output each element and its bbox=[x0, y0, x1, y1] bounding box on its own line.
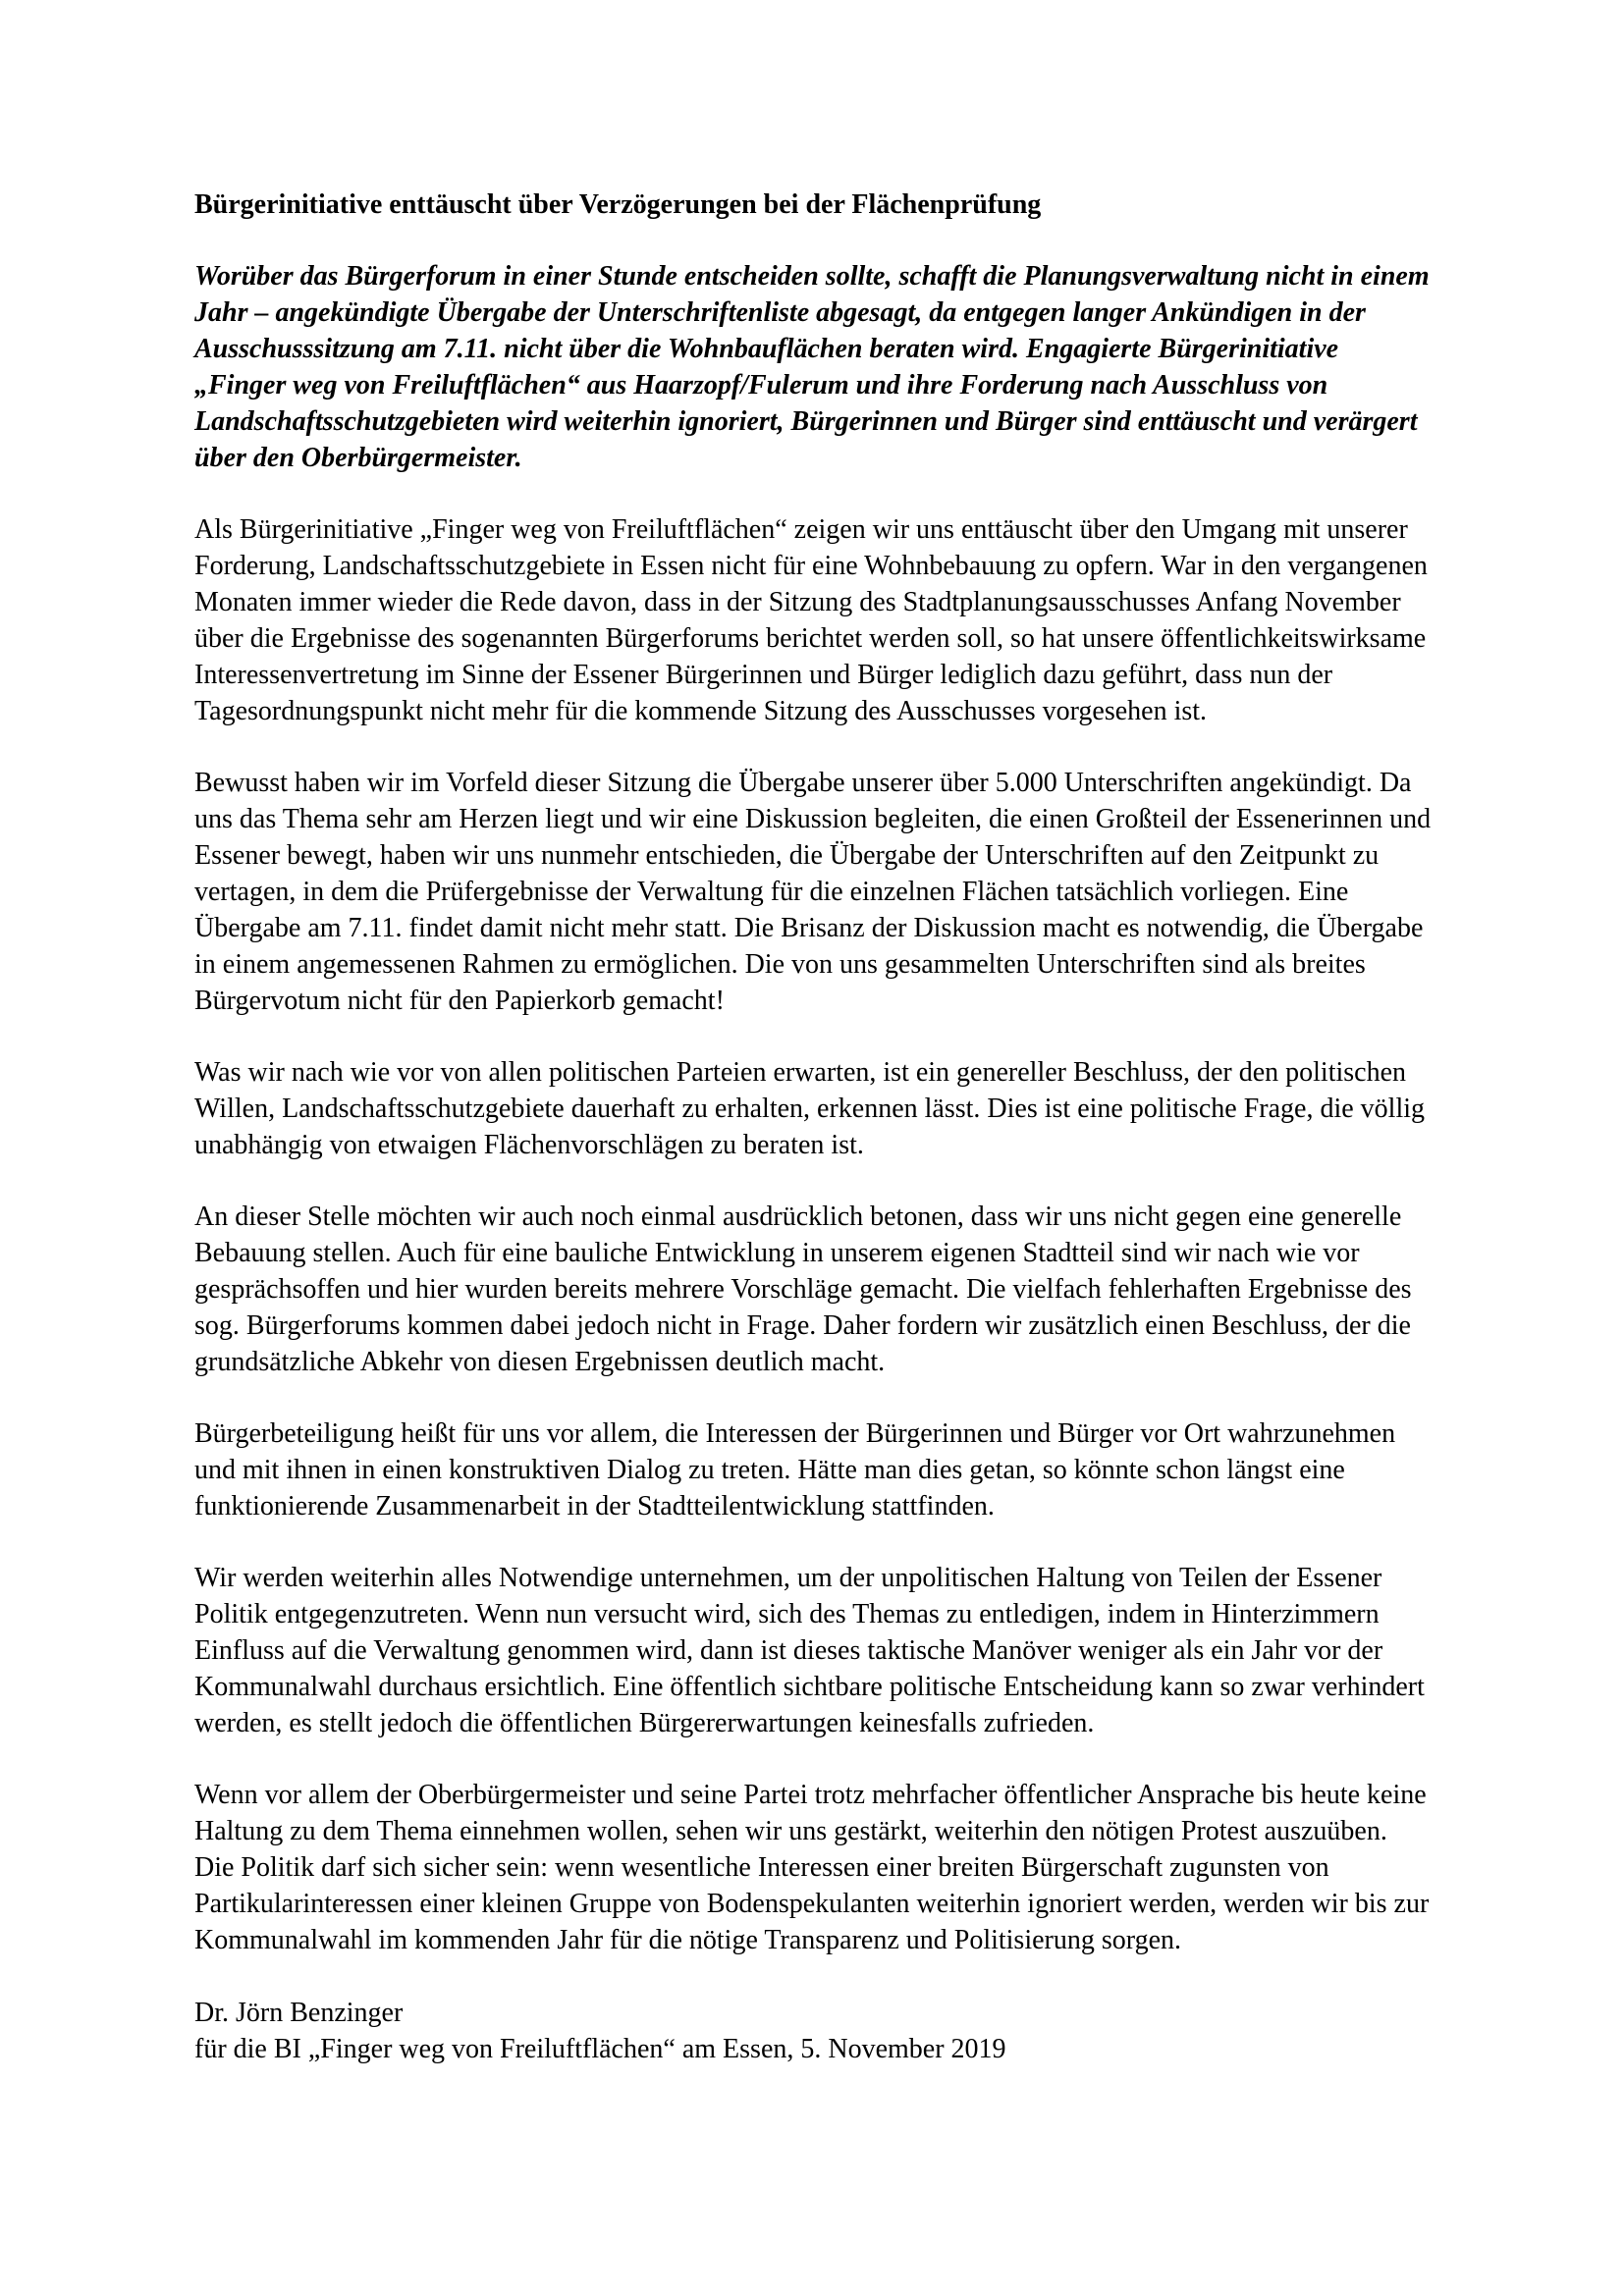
body-paragraph-1: Als Bürgerinitiative „Finger weg von Freiluftflächen“ zeigen wir uns enttäuscht über den Umgang mit unserer Forderung, Landschaftsschutzgebiete in Essen nicht für eine Wohnbebauung zu opfern. War in den vergangenen Monaten immer wieder die Rede davon, dass in der Sitzung des Stadtplanungsausschusses Anfang November über die Ergebnisse des sogenannten Bürgerforums berichtet werden soll, so hat unsere öffentlichkeitswirksame Interessenvertretung im Sinne der Essener Bürgerinnen und Bürger lediglich dazu geführt, dass nun der Tagesordnungspunkt nicht mehr für die kommende Sitzung des Ausschusses vorgesehen ist. bbox=[194, 514, 1428, 726]
signature-block bbox=[194, 1995, 1432, 2067]
body-paragraph-6: Wir werden weiterhin alles Notwendige unternehmen, um der unpolitischen Haltung von Teilen der Essener Politik entgegenzutreten. Wenn nun versucht wird, sich des Themas zu entledigen, indem in Hinterzimmern Einfluss auf die Verwaltung genommen wird, dann ist dieses taktische Manöver weniger als ein Jahr vor der Kommunalwahl durchaus ersichtlich. Eine öffentlich sichtbare politische Entscheidung kann so zwar verhindert werden, es stellt jedoch die öffentlichen Bürgererwartungen keinesfalls zufrieden. bbox=[194, 1563, 1425, 1738]
body-paragraph-7: Wenn vor allem der Oberbürgermeister und seine Partei trotz mehrfacher öffentlicher Ansprache bis heute keine Haltung zu dem Thema einnehmen wollen, sehen wir uns gestärkt, weiterhin den nötigen Protest auszuüben. Die Politik darf sich sicher sein: wenn wesentliche Interessen einer breiten Bürgerschaft zugunsten von Partikularinteressen einer kleinen Gruppe von Bodenspekulanten weiterhin ignoriert werden, werden wir bis zur Kommunalwahl im kommenden Jahr für die nötige Transparenz und Politisierung sorgen. bbox=[194, 1780, 1430, 1955]
body-paragraph-4: An dieser Stelle möchten wir auch noch einmal ausdrücklich betonen, dass wir uns nicht gegen eine generelle Bebauung stellen. Auch für eine bauliche Entwicklung in unserem eigenen Stadtteil sind wir nach wie vor gesprächsoffen und hier wurden bereits mehrere Vorschläge gemacht. Die vielfach fehlerhaften Ergebnisse des sog. Bürgerforums kommen dabei jedoch nicht in Frage. Daher fordern wir zusätzlich einen Beschluss, der die grundsätzliche Abkehr von diesen Ergebnissen deutlich macht. bbox=[194, 1201, 1412, 1377]
signature-name: Dr. Jörn Benzinger bbox=[194, 1998, 404, 2028]
document-title: Bürgerinitiative enttäuscht über Verzögerungen bei der Flächenprüfung bbox=[194, 189, 1042, 220]
body-paragraph-3: Was wir nach wie vor von allen politischen Parteien erwarten, ist ein genereller Beschluss, der den politischen Willen, Landschaftsschutzgebiete dauerhaft zu erhalten, erkennen lässt. Dies ist eine politische Frage, die völlig unabhängig von etwaigen Flächenvorschlägen zu beraten ist. bbox=[194, 1057, 1425, 1160]
body-paragraph-2: Bewusst haben wir im Vorfeld dieser Sitzung die Übergabe unserer über 5.000 Unterschriften angekündigt. Da uns das Thema sehr am Herzen liegt und wir eine Diskussion begleiten, die einen Großteil der Essenerinnen und Essener bewegt, haben wir uns nunmehr entschieden, die Übergabe der Unterschriften auf den Zeitpunkt zu vertagen, in dem die Prüfergebnisse der Verwaltung für die einzelnen Flächen tatsächlich vorliegen. Eine Übergabe am 7.11. findet damit nicht mehr statt. Die Brisanz der Diskussion macht es notwendig, die Übergabe in einem angemessenen Rahmen zu ermöglichen. Die von uns gesammelten Unterschriften sind als breites Bürgervotum nicht für den Papierkorb gemacht! bbox=[194, 768, 1432, 1016]
lead-paragraph: Worüber das Bürgerforum in einer Stunde entscheiden sollte, schafft die Planungsverwaltung nicht in einem Jahr – angekündigte Übergabe der Unterschriftenliste abgesagt, da entgegen langer Ankündigen in der Ausschusssitzung am 7.11. nicht über die Wohnbauflächen beraten wird. Engagierte Bürgerinitiative „Finger weg von Freiluftflächen“ aus Haarzopf/Fulerum und ihre Forderung nach Ausschluss von Landschaftsschutzgebieten wird weiterhin ignoriert, Bürgerinnen und Bürger sind enttäuscht und verärgert über den Oberbürgermeister. bbox=[194, 261, 1430, 473]
signature-affiliation: für die BI „Finger weg von Freiluftflächen“ am Essen, 5. November 2019 bbox=[194, 2034, 1006, 2064]
body-paragraph-5: Bürgerbeteiligung heißt für uns vor allem, die Interessen der Bürgerinnen und Bürger vor Ort wahrzunehmen und mit ihnen in einen konstruktiven Dialog zu treten. Hätte man dies getan, so könnte schon längst eine funktionierende Zusammenarbeit in der Stadtteilentwicklung stattfinden. bbox=[194, 1418, 1396, 1522]
